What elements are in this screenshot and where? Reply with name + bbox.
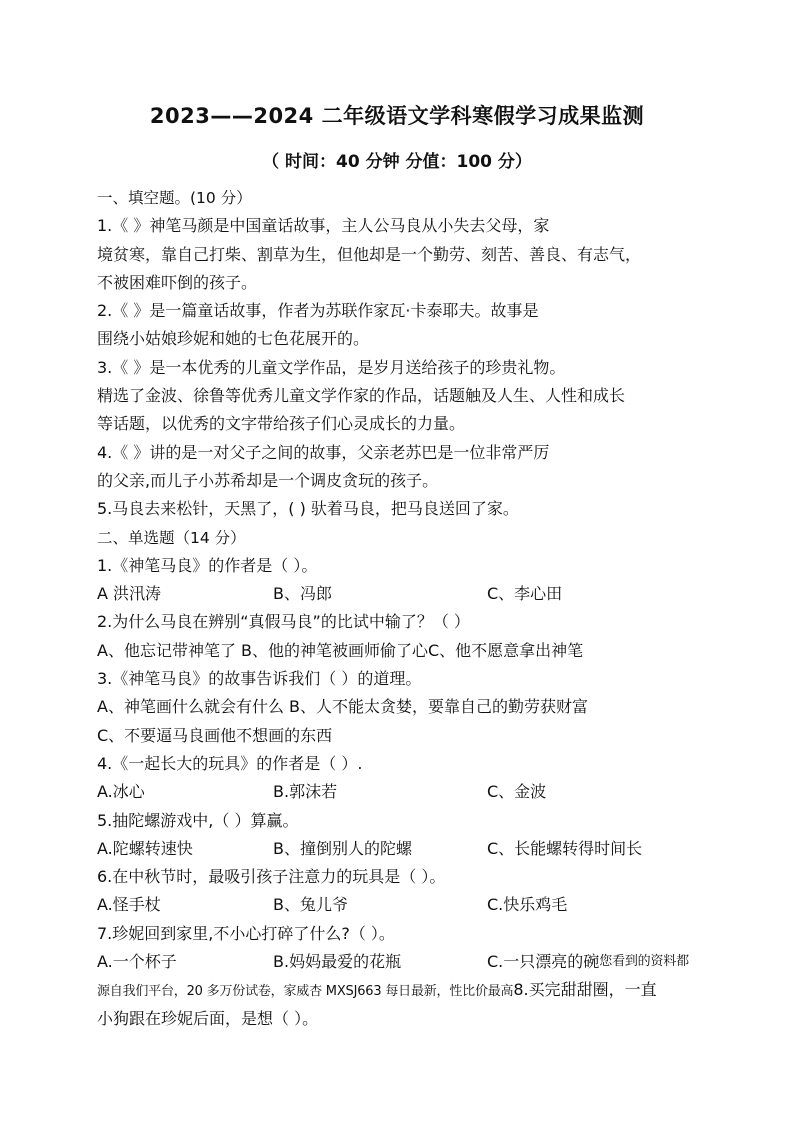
option-c: C、长能螺转得时间长 <box>487 838 643 858</box>
section-1-line: 等话题，以优秀的文字带给孩子们心灵成长的力量。 <box>97 414 466 434</box>
option-b: B.妈妈最爱的花瓶 <box>273 952 402 972</box>
section-1-line: 4.《 》讲的是一对父子之间的故事，父亲老苏巴是一位非常严厉 <box>97 442 550 462</box>
option-c: C.快乐鸡毛 <box>487 895 568 915</box>
section-1-line: 围绕小姑娘珍妮和她的七色花展开的。 <box>97 329 370 349</box>
option-c: C、金波 <box>487 782 547 802</box>
section-1-line: 3.《 》是一本优秀的儿童文学作品，是岁月送给孩子的珍贵礼物。 <box>97 357 566 377</box>
section-1-line: 的父亲,而儿子小苏希却是一个调皮贪玩的孩子。 <box>97 470 439 490</box>
question-8: 8.买完甜甜圈，一直 <box>513 980 657 1000</box>
exam-title: 2023——2024 二年级语文学科寒假学习成果监测 <box>149 104 645 128</box>
section-1-line: 不被困难吓倒的孩子。 <box>97 272 258 292</box>
question-8-continued: 小狗跟在珍妮后面，是想（ ）。 <box>97 1008 319 1028</box>
option-b: B、冯郎 <box>273 584 332 604</box>
section-1-line: 境贫寒，靠自己打柴、割草为生，但他却是一个勤劳、刻苦、善良、有志气， <box>97 244 642 264</box>
question-6-options <box>97 891 737 919</box>
watermark-text: 源自我们平台，20 多万份试卷，家威杏 MXSJ663 每日最新，性比价最高 <box>97 984 514 1000</box>
option-a: A.冰心 <box>97 782 145 802</box>
option-b: B、兔儿爷 <box>273 895 348 915</box>
question-2-options: A、他忘记带神笔了 B、他的神笔被画师偷了心C、他不愿意拿出神笔 <box>97 640 584 660</box>
option-a: A 洪汛涛 <box>97 584 162 604</box>
question-3: 3.《神笔马良》的故事告诉我们（ ）的道理。 <box>97 669 422 689</box>
question-1-options <box>97 580 737 608</box>
section-1-line: 5.马良去来松针，天黑了，( ) 驮着马良，把马良送回了家。 <box>97 499 519 519</box>
question-3-options: C、不要逼马良画他不想画的东西 <box>97 725 333 745</box>
watermark-text: 您看到的资料都 <box>599 954 689 970</box>
question-7-options <box>97 948 737 976</box>
section-1-line: 2.《 》是一篇童话故事，作者为苏联作家瓦·卡泰耶夫。故事是 <box>97 301 539 321</box>
question-1: 1.《神笔马良》的作者是（ ）。 <box>97 555 318 575</box>
option-a: A.怪手杖 <box>97 895 161 915</box>
section-1-line: 1.《 》神笔马颜是中国童话故事，主人公马良从小失去父母，家 <box>97 216 550 236</box>
section-1-line: 精选了金波、徐鲁等优秀儿童文学作家的作品，话题触及人生、人性和成长 <box>97 386 626 406</box>
option-c: C、李心田 <box>487 584 563 604</box>
question-8-line <box>97 976 737 1004</box>
option-b: B.郭沫若 <box>273 782 338 802</box>
question-4-options <box>97 778 737 806</box>
question-2: 2.为什么马良在辨别“真假马良”的比试中输了？（ ） <box>97 612 470 632</box>
question-5: 5.抽陀螺游戏中,（ ）算赢。 <box>97 810 299 830</box>
option-a: A.陀螺转速快 <box>97 838 193 858</box>
question-3-options: A、神笔画什么就会有什么 B、人不能太贪婪，要靠自己的勤劳获财富 <box>97 697 589 717</box>
option-b: B、撞倒别人的陀螺 <box>273 838 412 858</box>
exam-body <box>97 184 737 1033</box>
question-6: 6.在中秋节时，最吸引孩子注意力的玩具是（ ）。 <box>97 867 446 887</box>
option-c: C.一只漂亮的碗 <box>487 952 600 972</box>
exam-subtitle: （ 时间：40 分钟 分值：100 分） <box>262 152 532 172</box>
question-5-options <box>97 835 737 863</box>
question-7: 7.珍妮回到家里,不小心打碎了什么?（ ）。 <box>97 923 395 943</box>
question-4: 4.《一起长大的玩具》的作者是（ ）. <box>97 753 363 773</box>
section-1-heading: 一、填空题。(10 分） <box>97 189 252 207</box>
section-2-heading: 二、单选题（14 分） <box>97 528 246 547</box>
option-a: A.一个杯子 <box>97 952 177 972</box>
